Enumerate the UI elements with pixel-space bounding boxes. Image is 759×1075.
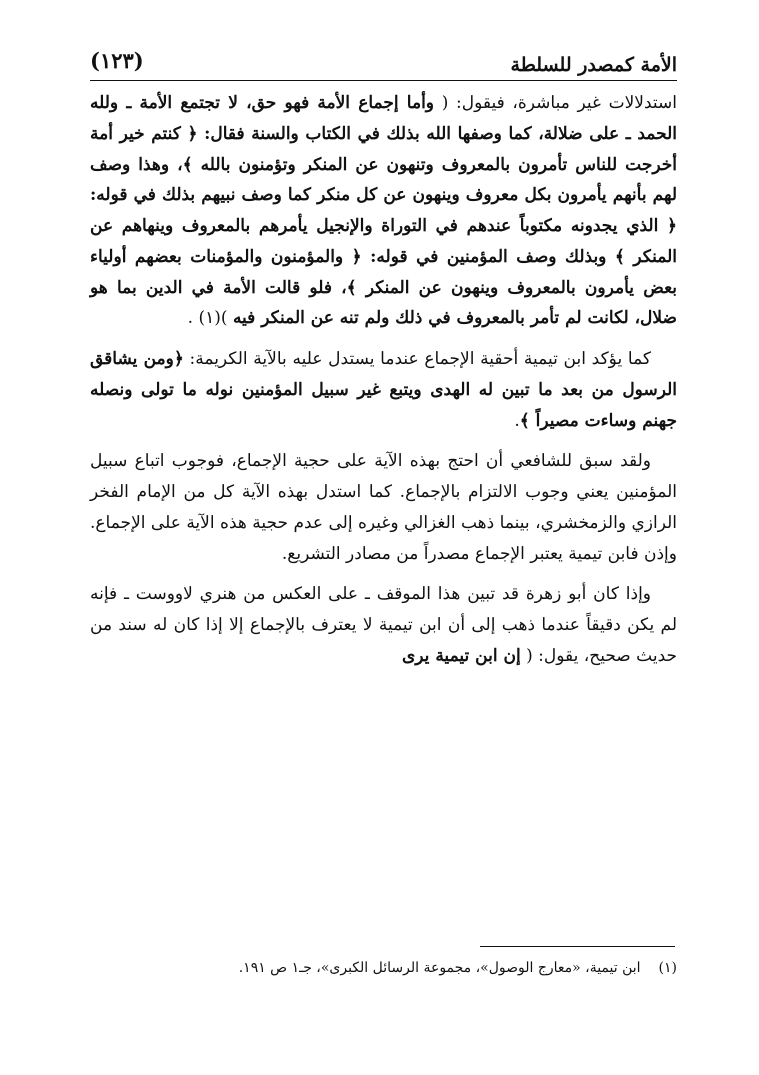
text-segment: كما يؤكد ابن تيمية أحقية الإجماع عندما يستدل عليه بالآية الكريمة: [183, 349, 651, 370]
running-title: الأمة كمصدر للسلطة [510, 54, 677, 76]
page-number: (١٢٣) [90, 48, 144, 73]
text-segment: ولقد سبق للشافعي أن احتج بهذه الآية على حجية الإجماع، فوجوب اتباع سبيل المؤمنين يعني وجوب الالتزام بالإجماع. كما استدل بهذه الآية كل من الإمام الفخر الرازي والزمخشري، بينما ذهب الغزالي وغيره إلى عدم حجية هذه الآية على الإجماع. وإذن فابن تيمية يعتبر الإجماع مصدراً من مصادر التشريع. [90, 451, 677, 564]
text-segment: . [514, 410, 520, 431]
footnote-text: ابن تيمية، «معارج الوصول»، مجموعة الرسائل الكبرى»، جـ١ ص ١٩١. [238, 960, 641, 976]
quoted-text: ﴿ومن يشاقق الرسول من بعد ما تبين له الهدى ويتبع غير سبيل المؤمنين نوله ما تولى ونصله جهنم وساءت مصيراً ﴾ [90, 349, 677, 431]
paragraph [90, 446, 677, 569]
text-segment: )(١) . [187, 308, 233, 329]
quoted-text: إن ابن تيمية يرى [401, 646, 521, 667]
footnote [90, 960, 677, 976]
quoted-text: وأما إجماع الأمة فهو حق، لا تجتمع الأمة ـ ولله الحمد ـ على ضلالة، كما وصفها الله بذلك في الكتاب والسنة فقال: ﴿ كنتم خير أمة أخرجت للناس تأمرون بالمعروف وتنهون عن المنكر وتؤمنون بالله ﴾، وهذا وصف لهم بأنهم يأمرون بكل معروف وينهون عن كل منكر كما وصف نبيهم بذلك في قوله: ﴿ الذي يجدونه مكتوباً عندهم في التوراة والإنجيل يأمرهم بالمعروف وينهاهم عن المنكر ﴾ وبذلك وصف المؤمنين في قوله: ﴿ والمؤمنون والمؤمنات بعضهم أولياء بعض يأمرون بالمعروف وينهون عن المنكر ﴾، فلو قالت الأمة في الدين بما هو ضلال، لكانت لم تأمر بالمعروف في ذلك ولم تنه عن المنكر فيه [90, 93, 677, 329]
text-segment: وإذا كان أبو زهرة قد تبين هذا الموقف ـ على العكس من هنري لاووست ـ فإنه لم يكن دقيقاً عندما ذهب إلى أن ابن تيمية لا يعترف بالإجماع إلا إذا كان له سند من حديث صحيح، يقول: ( [90, 584, 677, 667]
main-text [90, 88, 677, 672]
paragraph [90, 88, 677, 334]
footnote-divider [480, 946, 675, 947]
paragraph [90, 344, 677, 436]
footnote-number: (١) [658, 960, 677, 976]
text-segment: استدلالات غير مباشرة، فيقول: ( [434, 93, 677, 113]
page-header [90, 40, 677, 81]
paragraph [90, 579, 677, 671]
